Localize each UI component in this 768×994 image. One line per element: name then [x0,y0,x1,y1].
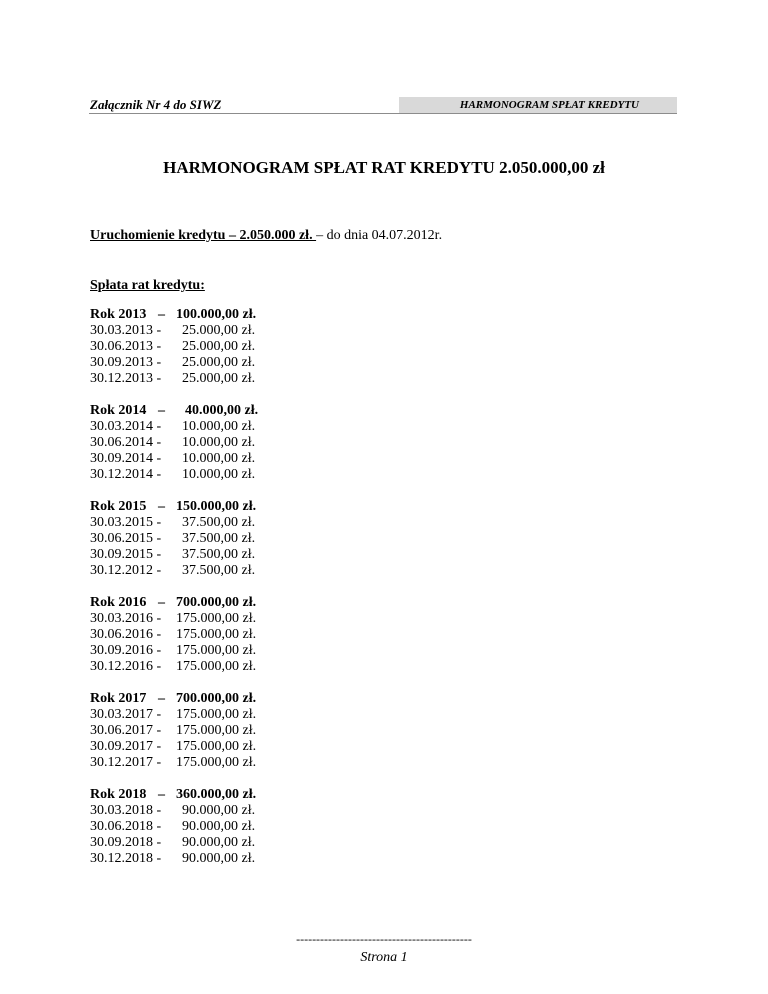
installment-row [90,371,390,387]
installment-date: 30.09.2013 - [90,355,162,370]
installment-row [90,531,390,547]
installment-row [90,467,390,483]
year-label: Rok 2017 [90,691,147,706]
installment-date: 30.06.2013 - [90,339,162,354]
year-total-row [90,595,390,611]
document-title: HARMONOGRAM SPŁAT RAT KREDYTU 2.050.000,00 zł [163,158,605,177]
installment-amount: 175.000,00 zł. [176,659,257,674]
year-total-amount: 700.000,00 zł. [176,595,257,610]
installment-amount: 25.000,00 zł. [182,371,256,386]
year-total-row [90,403,390,419]
year-total-row [90,691,390,707]
installment-row [90,435,390,451]
year-block [90,403,390,483]
year-dash: – [158,403,165,418]
installment-amount: 25.000,00 zł. [182,323,256,338]
installment-date: 30.03.2016 - [90,611,162,626]
installment-row [90,451,390,467]
installment-date: 30.03.2018 - [90,803,162,818]
header-schedule-label: HARMONOGRAM SPŁAT KREDYTU [459,99,639,111]
year-total-amount: 40.000,00 zł. [185,403,259,418]
installment-row [90,723,390,739]
year-block [90,691,390,771]
year-block [90,499,390,579]
year-label: Rok 2015 [90,499,147,514]
installment-amount: 10.000,00 zł. [182,419,256,434]
installment-date: 30.06.2018 - [90,819,162,834]
installment-date: 30.12.2013 - [90,371,162,386]
installment-date: 30.03.2017 - [90,707,162,722]
installment-row [90,547,390,563]
installment-row [90,419,390,435]
document-header [89,97,677,114]
installment-amount: 175.000,00 zł. [176,755,257,770]
installment-row [90,339,390,355]
loan-launch-deadline: – do dnia 04.07.2012r. [316,228,443,243]
year-total-amount: 700.000,00 zł. [176,691,257,706]
installment-date: 30.06.2015 - [90,531,162,546]
year-total-amount: 100.000,00 zł. [176,307,257,322]
installment-amount: 175.000,00 zł. [176,627,257,642]
installment-date: 30.12.2017 - [90,755,162,770]
installment-amount: 10.000,00 zł. [182,467,256,482]
installment-amount: 175.000,00 zł. [176,723,257,738]
installment-date: 30.09.2015 - [90,547,162,562]
installment-amount: 175.000,00 zł. [176,739,257,754]
installment-amount: 175.000,00 zł. [176,643,257,658]
installment-amount: 37.500,00 zł. [182,531,256,546]
year-dash: – [158,691,165,706]
installment-row [90,515,390,531]
year-total-row [90,499,390,515]
installment-row [90,739,390,755]
installment-date: 30.06.2014 - [90,435,162,450]
installment-row [90,643,390,659]
year-total-row [90,787,390,803]
installment-amount: 175.000,00 zł. [176,707,257,722]
page-number: Strona 1 [360,950,408,965]
year-total-amount: 150.000,00 zł. [176,499,257,514]
installment-amount: 25.000,00 zł. [182,355,256,370]
loan-launch-label: Uruchomienie kredytu – 2.050.000 zł. [90,228,317,243]
installment-amount: 10.000,00 zł. [182,451,256,466]
installment-amount: 37.500,00 zł. [182,515,256,530]
installment-date: 30.12.2016 - [90,659,162,674]
installment-row [90,835,390,851]
installment-date: 30.03.2013 - [90,323,162,338]
installment-amount: 37.500,00 zł. [182,547,256,562]
installment-date: 30.03.2014 - [90,419,162,434]
installment-date: 30.09.2016 - [90,643,162,658]
installment-row [90,611,390,627]
attachment-label: Załącznik Nr 4 do SIWZ [90,97,222,112]
installment-row [90,851,390,867]
installment-amount: 25.000,00 zł. [182,339,256,354]
installment-row [90,755,390,771]
installment-row [90,707,390,723]
installment-amount: 175.000,00 zł. [176,611,257,626]
installment-amount: 90.000,00 zł. [182,835,256,850]
installment-row [90,803,390,819]
year-total-amount: 360.000,00 zł. [176,787,257,802]
year-block [90,595,390,675]
year-label: Rok 2016 [90,595,147,610]
installment-amount: 10.000,00 zł. [182,435,256,450]
installment-date: 30.12.2012 - [90,563,162,578]
repayment-heading: Spłata rat kredytu: [90,278,205,293]
loan-launch-line [90,227,442,245]
year-dash: – [158,307,165,322]
installment-date: 30.09.2018 - [90,835,162,850]
installment-amount: 37.500,00 zł. [182,563,256,578]
installment-date: 30.09.2014 - [90,451,162,466]
year-dash: – [158,787,165,802]
year-label: Rok 2018 [90,787,147,802]
installment-date: 30.06.2017 - [90,723,162,738]
year-block [90,307,390,387]
installment-date: 30.03.2015 - [90,515,162,530]
year-label: Rok 2013 [90,307,147,322]
year-total-row [90,307,390,323]
installment-date: 30.12.2018 - [90,851,162,866]
installment-date: 30.06.2016 - [90,627,162,642]
installment-amount: 90.000,00 zł. [182,803,256,818]
installment-date: 30.09.2017 - [90,739,162,754]
installment-row [90,819,390,835]
installment-row [90,323,390,339]
footer-divider: -------------------------------------------- [296,932,472,946]
year-label: Rok 2014 [90,403,147,418]
installment-date: 30.12.2014 - [90,467,162,482]
installment-row [90,563,390,579]
year-block [90,787,390,867]
year-dash: – [158,499,165,514]
repayment-schedule [90,307,390,883]
installment-amount: 90.000,00 zł. [182,819,256,834]
installment-row [90,627,390,643]
installment-amount: 90.000,00 zł. [182,851,256,866]
installment-row [90,355,390,371]
year-dash: – [158,595,165,610]
installment-row [90,659,390,675]
